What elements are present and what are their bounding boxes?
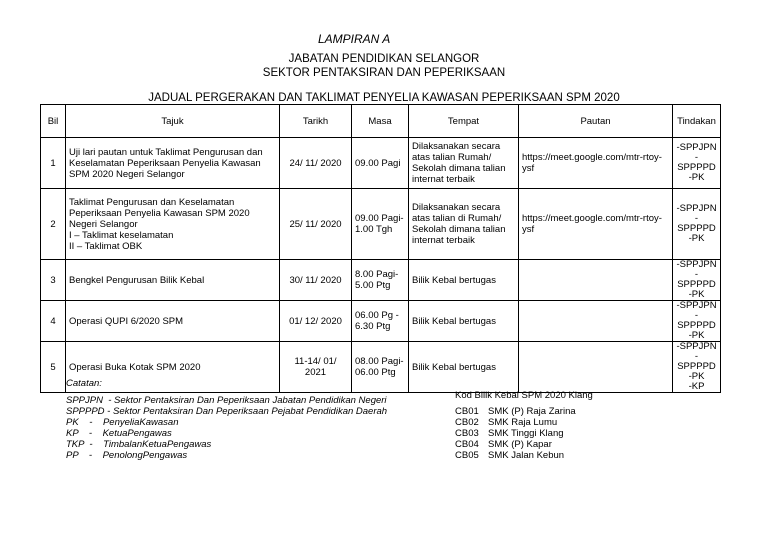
vault-school: SMK (P) Kapar <box>488 439 552 450</box>
note-item: TKP - TimbalanKetuaPengawas <box>66 439 212 450</box>
column-header-bil: Bil <box>41 105 66 138</box>
schedule-table <box>40 104 721 393</box>
cell-tajuk: Operasi QUPI 6/2020 SPM <box>66 301 280 342</box>
cell-masa: 09.00 Pagi-1.00 Tgh <box>352 189 409 260</box>
cell-masa: 08.00 Pagi-06.00 Ptg <box>352 342 409 393</box>
vault-school: SMK (P) Raja Zarina <box>488 406 576 417</box>
vault-code-list <box>455 390 593 461</box>
note-item: KP - KetuaPengawas <box>66 428 172 439</box>
vault-code: CB02 <box>455 417 479 428</box>
table-row <box>41 189 721 260</box>
note-item: SPPPPD - Sektor Pentaksiran Dan Peperiksaan Pejabat Pendidikan Daerah <box>66 406 388 417</box>
cell-bil: 2 <box>41 189 66 260</box>
vault-code: CB01 <box>455 406 479 417</box>
notes-section <box>66 378 387 461</box>
cell-tajuk: Operasi Buka Kotak SPM 2020 <box>66 342 280 393</box>
vault-code: CB03 <box>455 428 479 439</box>
cell-tarikh: 01/ 12/ 2020 <box>280 301 352 342</box>
vault-code-item <box>455 417 593 428</box>
cell-tarikh: 30/ 11/ 2020 <box>280 260 352 301</box>
cell-pautan-link[interactable]: https://meet.google.com/mtr-rtoy-ysf <box>519 189 673 260</box>
cell-tajuk: Taklimat Pengurusan dan Keselamatan Peperiksaan Penyelia Kawasan SPM 2020 Negeri Selangor I – Taklimat keselamatan II – Taklimat OBK <box>66 189 280 260</box>
cell-pautan <box>519 260 673 301</box>
cell-masa: 06.00 Pg - 6.30 Ptg <box>352 301 409 342</box>
cell-tarikh: 25/ 11/ 2020 <box>280 189 352 260</box>
column-header-tarikh: Tarikh <box>280 105 352 138</box>
cell-tajuk: Uji lari pautan untuk Taklimat Pengurusan dan Keselamatan Peperiksaan Penyelia Kawasan SPM 2020 Negeri Selangor <box>66 138 280 189</box>
vault-code-item <box>455 428 593 439</box>
notes-title: Catatan: <box>66 378 102 389</box>
cell-bil: 5 <box>41 342 66 393</box>
vault-school: SMK Raja Lumu <box>488 417 558 428</box>
column-header-tempat: Tempat <box>409 105 519 138</box>
cell-tindakan: -SPPJPN -SPPPPD -PK -KP <box>673 342 721 393</box>
vault-code-item <box>455 439 593 450</box>
cell-tempat: Bilik Kebal bertugas <box>409 301 519 342</box>
column-header-masa: Masa <box>352 105 409 138</box>
vault-code-item <box>455 450 593 461</box>
cell-tindakan: -SPPJPN -SPPPPD -PK <box>673 189 721 260</box>
cell-tempat: Dilaksanakan secara atas talian Rumah/ Sekolah dimana talian internat terbaik <box>409 138 519 189</box>
org-name: JABATAN PENDIDIKAN SELANGOR <box>288 53 480 65</box>
cell-tajuk: Bengkel Pengurusan Bilik Kebal <box>66 260 280 301</box>
cell-tindakan: -SPPJPN -SPPPPD -PK <box>673 301 721 342</box>
vault-code: CB04 <box>455 439 479 450</box>
lampiran-label: LAMPIRAN A <box>318 32 391 46</box>
cell-tindakan: -SPPJPN -SPPPPD -PK <box>673 138 721 189</box>
table-header-row <box>41 105 721 138</box>
document-title: JADUAL PERGERAKAN DAN TAKLIMAT PENYELIA KAWASAN PEPERIKSAAN SPM 2020 <box>148 92 620 104</box>
table-row <box>41 260 721 301</box>
vault-code-item <box>455 406 593 417</box>
cell-pautan <box>519 342 673 393</box>
table-row <box>41 301 721 342</box>
cell-masa: 8.00 Pagi-5.00 Ptg <box>352 260 409 301</box>
vault-school: SMK Tinggi Klang <box>488 428 564 439</box>
vault-code-title: Kod Bilik Kebal SPM 2020 Klang <box>455 390 593 401</box>
cell-tarikh: 24/ 11/ 2020 <box>280 138 352 189</box>
cell-bil: 4 <box>41 301 66 342</box>
cell-bil: 1 <box>41 138 66 189</box>
cell-masa: 09.00 Pagi <box>352 138 409 189</box>
column-header-tindakan: Tindakan <box>673 105 721 138</box>
table-row <box>41 138 721 189</box>
cell-tarikh: 11-14/ 01/ 2021 <box>280 342 352 393</box>
column-header-pautan: Pautan <box>519 105 673 138</box>
vault-code: CB05 <box>455 450 479 461</box>
vault-school: SMK Jalan Kebun <box>488 450 565 461</box>
cell-pautan-link[interactable]: https://meet.google.com/mtr-rtoy-ysf <box>519 138 673 189</box>
cell-tindakan: -SPPJPN -SPPPPD -PK <box>673 260 721 301</box>
column-header-tajuk: Tajuk <box>66 105 280 138</box>
cell-pautan <box>519 301 673 342</box>
cell-bil: 3 <box>41 260 66 301</box>
note-item: PP - PenolongPengawas <box>66 450 188 461</box>
note-item: SPPJPN - Sektor Pentaksiran Dan Peperiksaan Jabatan Pendidikan Negeri <box>66 395 387 406</box>
note-item: PK - PenyeliaKawasan <box>66 417 179 428</box>
sector-name: SEKTOR PENTAKSIRAN DAN PEPERIKSAAN <box>262 67 506 79</box>
cell-tempat: Dilaksanakan secara atas talian di Rumah/ Sekolah dimana talian internat terbaik <box>409 189 519 260</box>
cell-tempat: Bilik Kebal bertugas <box>409 260 519 301</box>
cell-tempat: Bilik Kebal bertugas <box>409 342 519 393</box>
